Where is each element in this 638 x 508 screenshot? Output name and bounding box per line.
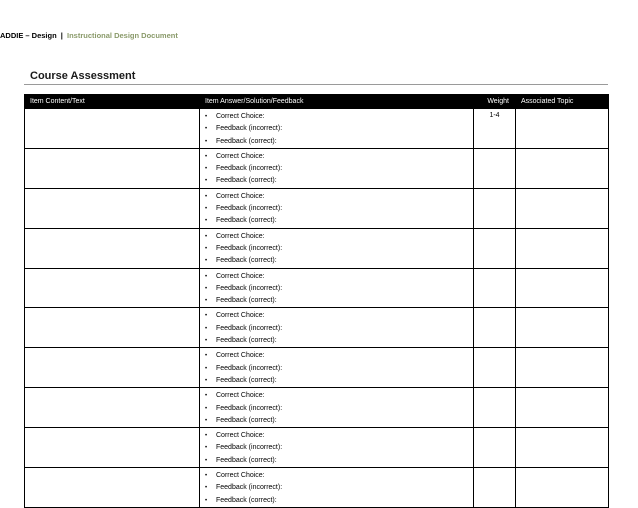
- bullet-icon: •: [205, 457, 208, 464]
- feedback-list-item: [205, 271, 473, 283]
- feedback-list-item: [205, 295, 473, 307]
- feedback-label: Feedback (incorrect):: [216, 404, 283, 412]
- weight-cell[interactable]: [474, 348, 516, 388]
- feedback-list-item: [205, 415, 473, 427]
- column-header-associated-topic: Associated Topic: [516, 95, 609, 109]
- item-content-cell[interactable]: [25, 109, 200, 149]
- feedback-list-item: [205, 215, 473, 227]
- feedback-list-item: [205, 390, 473, 402]
- table-row: [25, 268, 609, 308]
- table-row: [25, 428, 609, 468]
- associated-topic-cell[interactable]: [516, 308, 609, 348]
- feedback-list-item: [205, 375, 473, 387]
- header-title: ADDIE – Design: [0, 31, 57, 40]
- feedback-list: [200, 388, 473, 427]
- item-content-cell[interactable]: [25, 228, 200, 268]
- feedback-list-item: [205, 470, 473, 482]
- bullet-icon: •: [205, 433, 208, 440]
- feedback-label: Feedback (correct):: [216, 456, 277, 464]
- associated-topic-cell[interactable]: [516, 468, 609, 508]
- feedback-list-item: [205, 442, 473, 454]
- bullet-icon: •: [205, 405, 208, 412]
- associated-topic-cell[interactable]: [516, 228, 609, 268]
- bullet-icon: •: [205, 445, 208, 452]
- item-content-cell[interactable]: [25, 308, 200, 348]
- answer-feedback-cell[interactable]: [200, 348, 474, 388]
- associated-topic-cell[interactable]: [516, 148, 609, 188]
- feedback-list-item: [205, 163, 473, 175]
- weight-cell[interactable]: [474, 228, 516, 268]
- weight-cell[interactable]: [474, 308, 516, 348]
- feedback-label: Correct Choice:: [216, 192, 265, 200]
- feedback-label: Feedback (incorrect):: [216, 364, 283, 372]
- feedback-list-item: [205, 495, 473, 507]
- bullet-icon: •: [205, 193, 208, 200]
- answer-feedback-cell[interactable]: [200, 388, 474, 428]
- column-header-answer-feedback: Item Answer/Solution/Feedback: [200, 95, 474, 109]
- item-content-cell[interactable]: [25, 268, 200, 308]
- feedback-list: [200, 269, 473, 308]
- feedback-label: Feedback (incorrect):: [216, 444, 283, 452]
- feedback-label: Feedback (correct):: [216, 416, 277, 424]
- table-row: [25, 348, 609, 388]
- bullet-icon: •: [205, 153, 208, 160]
- title-divider: [24, 84, 608, 85]
- associated-topic-cell[interactable]: [516, 268, 609, 308]
- bullet-icon: •: [205, 338, 208, 345]
- weight-cell[interactable]: [474, 468, 516, 508]
- feedback-list-item: [205, 175, 473, 187]
- feedback-list-item: [205, 403, 473, 415]
- feedback-list: [200, 308, 473, 347]
- weight-cell[interactable]: [474, 428, 516, 468]
- table-row: [25, 109, 609, 149]
- table-row: [25, 388, 609, 428]
- item-content-cell[interactable]: [25, 468, 200, 508]
- item-content-cell[interactable]: [25, 188, 200, 228]
- feedback-label: Feedback (incorrect):: [216, 484, 283, 492]
- associated-topic-cell[interactable]: [516, 428, 609, 468]
- bullet-icon: •: [205, 325, 208, 332]
- feedback-list-item: [205, 136, 473, 148]
- bullet-icon: •: [205, 285, 208, 292]
- table-row: [25, 228, 609, 268]
- feedback-label: Correct Choice:: [216, 232, 265, 240]
- feedback-label: Feedback (incorrect):: [216, 125, 283, 133]
- bullet-icon: •: [205, 245, 208, 252]
- feedback-label: Feedback (correct):: [216, 376, 277, 384]
- feedback-list-item: [205, 255, 473, 267]
- answer-feedback-cell[interactable]: [200, 428, 474, 468]
- bullet-icon: •: [205, 353, 208, 360]
- bullet-icon: •: [205, 273, 208, 280]
- bullet-icon: •: [205, 298, 208, 305]
- bullet-icon: •: [205, 377, 208, 384]
- weight-cell[interactable]: [474, 148, 516, 188]
- feedback-list-item: [205, 191, 473, 203]
- assessment-table: [24, 94, 609, 508]
- weight-cell[interactable]: [474, 268, 516, 308]
- header-subtitle: Instructional Design Document: [66, 31, 178, 40]
- feedback-list: [200, 428, 473, 467]
- feedback-list: [200, 149, 473, 188]
- answer-feedback-cell[interactable]: [200, 308, 474, 348]
- feedback-label: Feedback (incorrect):: [216, 165, 283, 173]
- table-header-row: [25, 95, 609, 109]
- feedback-label: Feedback (correct):: [216, 297, 277, 305]
- feedback-label: Correct Choice:: [216, 113, 265, 120]
- feedback-list-item: [205, 243, 473, 255]
- bullet-icon: •: [205, 313, 208, 320]
- feedback-list-item: [205, 151, 473, 163]
- associated-topic-cell[interactable]: [516, 188, 609, 228]
- feedback-list-item: [205, 111, 473, 123]
- table-row: [25, 308, 609, 348]
- item-content-cell[interactable]: [25, 148, 200, 188]
- feedback-list-item: [205, 231, 473, 243]
- feedback-list-item: [205, 363, 473, 375]
- table-row: [25, 468, 609, 508]
- bullet-icon: •: [205, 114, 208, 120]
- answer-feedback-cell[interactable]: [200, 228, 474, 268]
- associated-topic-cell[interactable]: [516, 388, 609, 428]
- feedback-list-item: [205, 310, 473, 322]
- bullet-icon: •: [205, 417, 208, 424]
- weight-cell[interactable]: [474, 388, 516, 428]
- bullet-icon: •: [205, 497, 208, 504]
- answer-feedback-cell[interactable]: [200, 268, 474, 308]
- table-row: [25, 148, 609, 188]
- bullet-icon: •: [205, 126, 208, 133]
- feedback-label: Correct Choice:: [216, 312, 265, 320]
- feedback-label: Feedback (correct):: [216, 257, 277, 265]
- bullet-icon: •: [205, 166, 208, 173]
- feedback-label: Correct Choice:: [216, 352, 265, 360]
- feedback-label: Feedback (correct):: [216, 496, 277, 504]
- feedback-label: Correct Choice:: [216, 392, 265, 400]
- feedback-label: Feedback (correct):: [216, 337, 277, 345]
- answer-feedback-cell[interactable]: [200, 148, 474, 188]
- feedback-list: [200, 348, 473, 387]
- column-header-weight: Weight: [474, 95, 516, 109]
- feedback-label: Feedback (correct):: [216, 217, 277, 225]
- associated-topic-cell[interactable]: [516, 348, 609, 388]
- feedback-label: Correct Choice:: [216, 432, 265, 440]
- feedback-label: Feedback (incorrect):: [216, 205, 283, 213]
- feedback-label: Correct Choice:: [216, 152, 265, 160]
- column-header-item-content: Item Content/Text: [25, 95, 200, 109]
- feedback-list-item: [205, 430, 473, 442]
- item-content-cell[interactable]: [25, 428, 200, 468]
- answer-feedback-cell[interactable]: [200, 109, 474, 149]
- bullet-icon: •: [205, 218, 208, 225]
- document-header: [0, 31, 178, 41]
- feedback-label: Correct Choice:: [216, 472, 265, 480]
- weight-cell[interactable]: [474, 188, 516, 228]
- associated-topic-cell[interactable]: [516, 109, 609, 149]
- answer-feedback-cell[interactable]: [200, 188, 474, 228]
- feedback-list-item: [205, 335, 473, 347]
- feedback-list-item: [205, 323, 473, 335]
- item-content-cell[interactable]: [25, 388, 200, 428]
- section-title: Course Assessment: [30, 70, 136, 82]
- feedback-label: Feedback (correct):: [216, 177, 277, 185]
- bullet-icon: •: [205, 138, 208, 145]
- item-content-cell[interactable]: [25, 348, 200, 388]
- bullet-icon: •: [205, 233, 208, 240]
- feedback-list-item: [205, 350, 473, 362]
- feedback-list-item: [205, 283, 473, 295]
- bullet-icon: •: [205, 206, 208, 213]
- table-row: [25, 188, 609, 228]
- feedback-list-item: [205, 203, 473, 215]
- feedback-list: [200, 109, 473, 148]
- feedback-label: Correct Choice:: [216, 272, 265, 280]
- feedback-label: Feedback (correct):: [216, 137, 277, 145]
- bullet-icon: •: [205, 485, 208, 492]
- bullet-icon: •: [205, 178, 208, 185]
- feedback-label: Feedback (incorrect):: [216, 284, 283, 292]
- bullet-icon: •: [205, 473, 208, 480]
- feedback-list-item: [205, 455, 473, 467]
- bullet-icon: •: [205, 258, 208, 265]
- feedback-list: [200, 189, 473, 228]
- feedback-label: Feedback (incorrect):: [216, 324, 283, 332]
- bullet-icon: •: [205, 393, 208, 400]
- answer-feedback-cell[interactable]: [200, 468, 474, 508]
- bullet-icon: •: [205, 365, 208, 372]
- feedback-list: [200, 468, 473, 507]
- weight-cell[interactable]: 1-4: [474, 109, 516, 149]
- header-separator: |: [60, 31, 63, 40]
- feedback-list: [200, 229, 473, 268]
- feedback-list-item: [205, 123, 473, 135]
- feedback-label: Feedback (incorrect):: [216, 244, 283, 252]
